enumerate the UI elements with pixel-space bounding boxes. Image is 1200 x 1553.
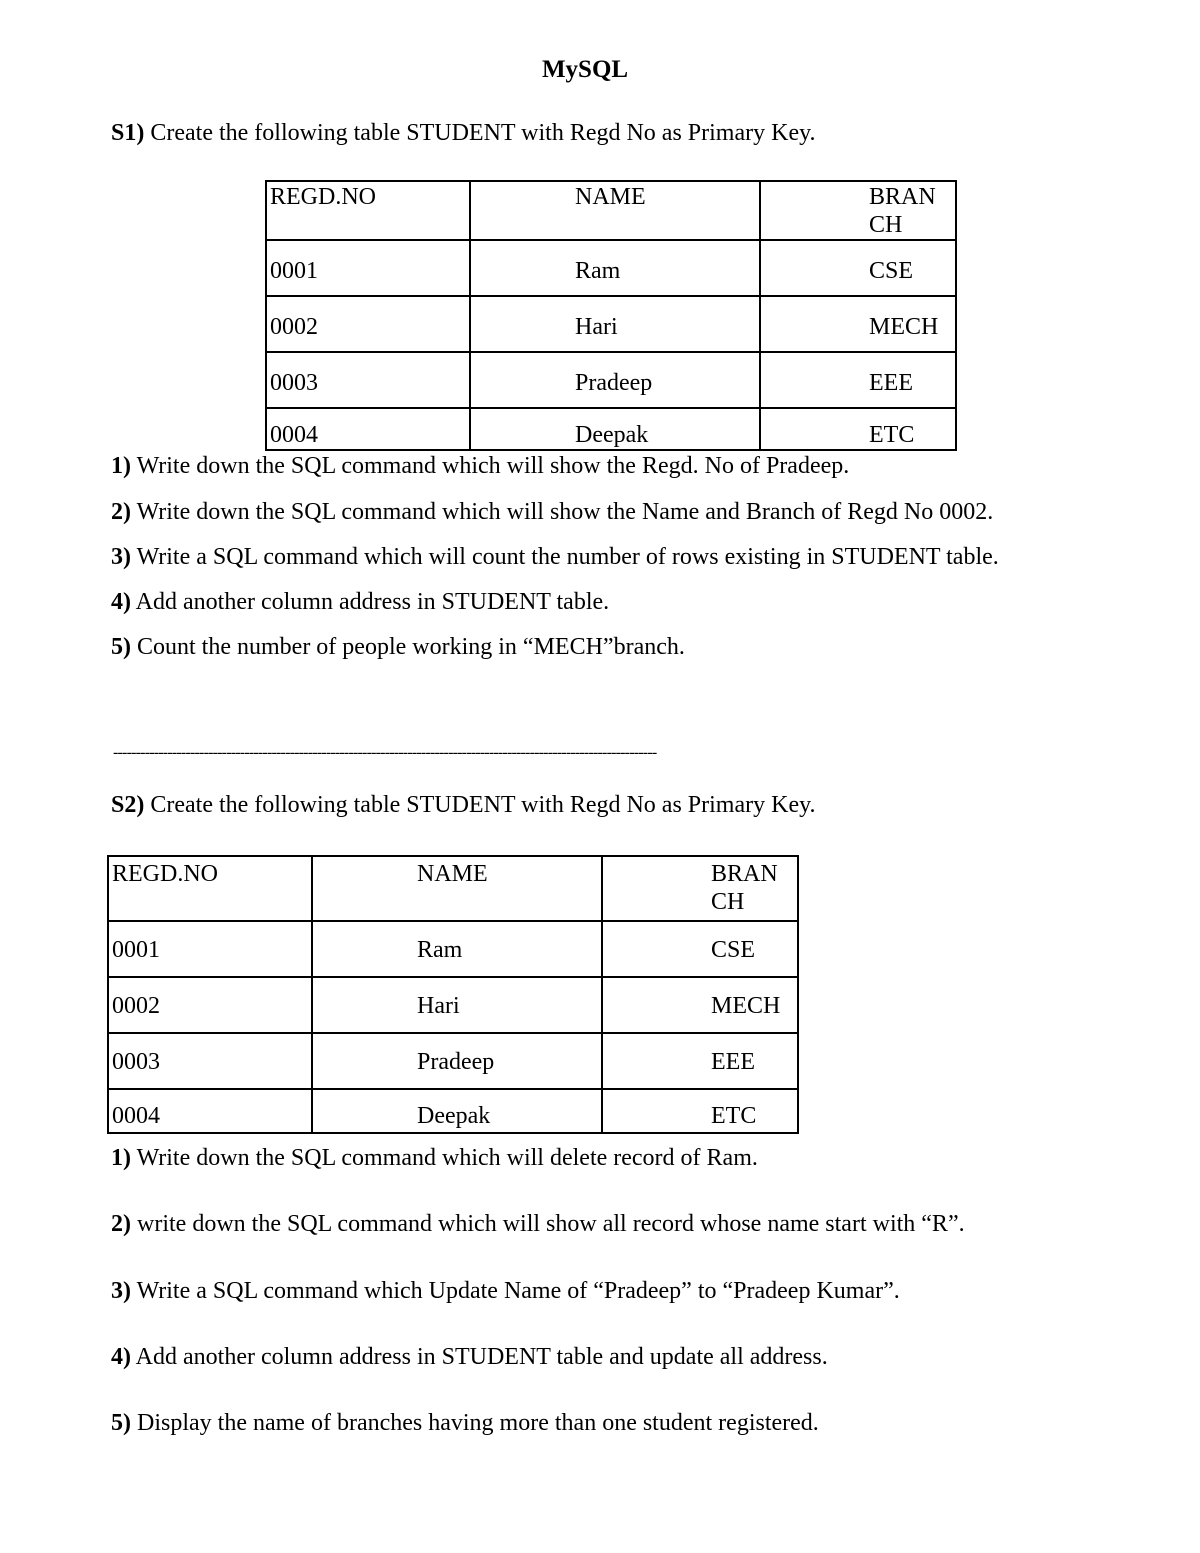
- cell-branch: CSE: [602, 921, 798, 977]
- cell-name: Ram: [470, 240, 760, 296]
- table-row: [108, 1089, 798, 1133]
- question-number: 2): [111, 499, 131, 525]
- table-row: [266, 352, 956, 408]
- cell-branch: ETC: [602, 1089, 798, 1133]
- question-text: Write a SQL command which will count the number of rows existing in STUDENT table.: [131, 544, 999, 570]
- table-row: [108, 1033, 798, 1089]
- cell-regd-no: 0003: [266, 352, 470, 408]
- cell-regd-no: 0001: [266, 240, 470, 296]
- question-number: 4): [111, 1344, 131, 1370]
- cell-name: Pradeep: [470, 352, 760, 408]
- cell-name: Ram: [312, 921, 602, 977]
- table-row: [266, 296, 956, 352]
- question-number: 1): [111, 453, 131, 479]
- cell-branch: CSE: [760, 240, 956, 296]
- s2-question: [111, 1145, 758, 1172]
- question-number: 4): [111, 589, 131, 615]
- cell-branch: MECH: [760, 296, 956, 352]
- header-name: NAME: [470, 181, 760, 240]
- table-header-row: [108, 856, 798, 921]
- s1-heading: [111, 120, 816, 147]
- header-name: NAME: [312, 856, 602, 921]
- header-branch-text: BRAN CH: [869, 184, 936, 238]
- s1-label: S1): [111, 120, 145, 146]
- cell-name: Hari: [470, 296, 760, 352]
- header-regd-no: REGD.NO: [266, 181, 470, 240]
- table-row: [108, 921, 798, 977]
- cell-regd-no: 0003: [108, 1033, 312, 1089]
- header-branch-text: BRAN CH: [711, 861, 778, 915]
- cell-branch: EEE: [760, 352, 956, 408]
- s1-question: [111, 589, 609, 616]
- section-separator: ------------------------------------------------------------------------------------------------------------------------: [113, 744, 657, 761]
- s1-question: [111, 499, 993, 526]
- question-text: write down the SQL command which will show all record whose name start with “R”.: [131, 1211, 965, 1237]
- question-text: Add another column address in STUDENT table.: [131, 589, 610, 615]
- question-number: 5): [111, 634, 131, 660]
- question-number: 2): [111, 1211, 131, 1237]
- s2-heading: [111, 792, 816, 819]
- cell-name: Deepak: [312, 1089, 602, 1133]
- s1-question: [111, 544, 999, 571]
- question-text: Write a SQL command which Update Name of “Pradeep” to “Pradeep Kumar”.: [131, 1278, 900, 1304]
- s1-question: [111, 634, 685, 661]
- s2-intro: Create the following table STUDENT with Regd No as Primary Key.: [144, 792, 816, 818]
- s2-student-table: [107, 855, 799, 1134]
- table-header-row: [266, 181, 956, 240]
- header-branch: [602, 856, 798, 921]
- cell-name: Pradeep: [312, 1033, 602, 1089]
- s2-question: [111, 1410, 819, 1437]
- header-branch: [760, 181, 956, 240]
- question-number: 1): [111, 1145, 131, 1171]
- question-text: Write down the SQL command which will show the Regd. No of Pradeep.: [131, 453, 850, 479]
- cell-regd-no: 0004: [108, 1089, 312, 1133]
- s2-question: [111, 1211, 965, 1238]
- cell-regd-no: 0001: [108, 921, 312, 977]
- question-text: Display the name of branches having more than one student registered.: [131, 1410, 819, 1436]
- cell-branch: MECH: [602, 977, 798, 1033]
- cell-name: Hari: [312, 977, 602, 1033]
- table-row: [266, 240, 956, 296]
- cell-regd-no: 0004: [266, 408, 470, 450]
- s1-intro: Create the following table STUDENT with Regd No as Primary Key.: [144, 120, 816, 146]
- question-text: Count the number of people working in “MECH”branch.: [131, 634, 685, 660]
- question-text: Add another column address in STUDENT table and update all address.: [131, 1344, 828, 1370]
- s2-question: [111, 1344, 828, 1371]
- s1-question: [111, 453, 849, 480]
- cell-branch: EEE: [602, 1033, 798, 1089]
- table-row: [108, 977, 798, 1033]
- question-number: 5): [111, 1410, 131, 1436]
- question-text: Write down the SQL command which will show the Name and Branch of Regd No 0002.: [131, 499, 994, 525]
- cell-branch: ETC: [760, 408, 956, 450]
- question-text: Write down the SQL command which will delete record of Ram.: [131, 1145, 758, 1171]
- question-number: 3): [111, 1278, 131, 1304]
- cell-regd-no: 0002: [108, 977, 312, 1033]
- table-row: [266, 408, 956, 450]
- s2-question: [111, 1278, 900, 1305]
- s1-student-table: [265, 180, 957, 451]
- header-regd-no: REGD.NO: [108, 856, 312, 921]
- cell-regd-no: 0002: [266, 296, 470, 352]
- page-title: MySQL: [541, 56, 629, 83]
- question-number: 3): [111, 544, 131, 570]
- s2-label: S2): [111, 792, 145, 818]
- cell-name: Deepak: [470, 408, 760, 450]
